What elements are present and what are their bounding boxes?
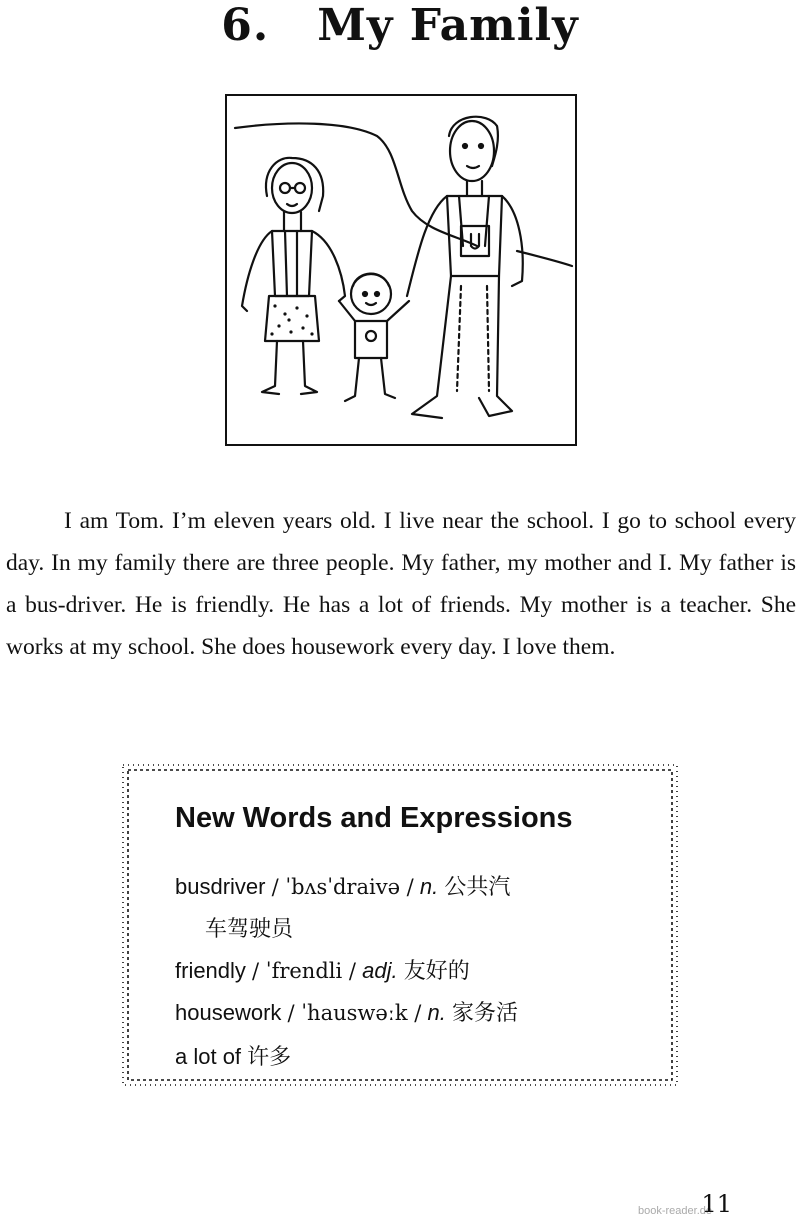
- vocab-meaning: 家务活: [451, 1001, 518, 1026]
- vocab-pos: n.: [427, 1000, 446, 1025]
- vocab-entry-busdriver: [175, 870, 510, 901]
- vocab-phonetic: / ˈhauswəːk /: [287, 1001, 422, 1025]
- vocab-word: friendly: [175, 958, 246, 983]
- lesson-number: 6.: [221, 0, 270, 51]
- vocab-word: a lot of: [175, 1044, 242, 1069]
- vocab-entry-a-lot-of: [175, 1040, 291, 1071]
- vocab-entry-housework: [175, 996, 518, 1027]
- vocab-meaning-continued: 车驾驶员: [205, 917, 294, 942]
- vocabulary-box: [120, 762, 680, 1088]
- vocab-phonetic: / ˈfrendli /: [252, 959, 356, 983]
- vocabulary-heading: New Words and Expressions: [175, 802, 573, 834]
- vocab-pos: n.: [419, 874, 439, 899]
- watermark: book-reader.de: [638, 1205, 712, 1217]
- vocab-word: busdriver: [175, 874, 266, 899]
- passage-paragraph: I am Tom. I’m eleven years old. I live near the school. I go to school every day. In my family there are three people. My father, my mother and I. My father is a bus-driver. He is friendly. He has a lot of friends. My mother is a teacher. She works at my school. She does housework every day. I love them.: [6, 508, 796, 660]
- family-illustration: [225, 94, 577, 446]
- vocab-phonetic: / ˈbʌsˈdraivə /: [271, 875, 414, 899]
- lesson-title: [0, 0, 800, 51]
- vocab-word: housework: [175, 1000, 282, 1025]
- vocab-entry-friendly: [175, 954, 470, 985]
- page-number: 11: [701, 1190, 732, 1218]
- vocab-meaning: 公共汽: [444, 875, 511, 900]
- reading-passage: [6, 500, 796, 668]
- vocab-pos: adj.: [362, 958, 398, 983]
- vocab-meaning: 许多: [247, 1045, 292, 1070]
- vocab-meaning: 友好的: [403, 959, 470, 984]
- lesson-name: My Family: [317, 0, 579, 51]
